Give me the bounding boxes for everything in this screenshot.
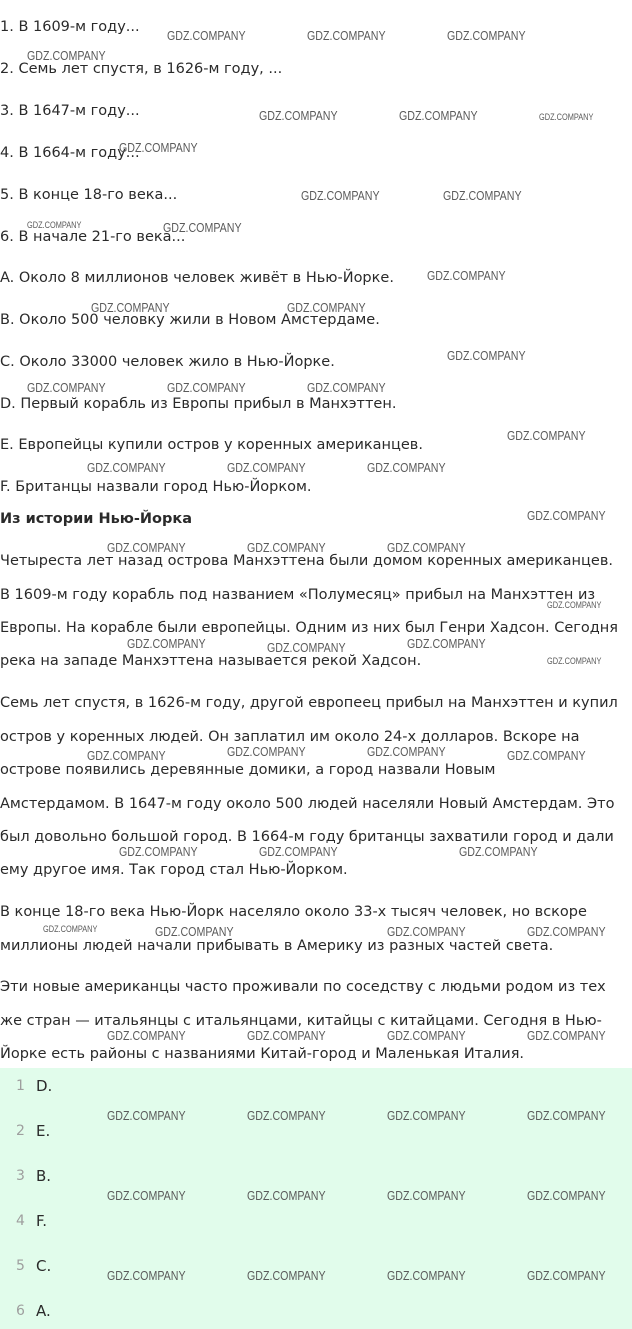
watermark-stamp: GDZ.COMPANY [227, 460, 306, 475]
watermark-stamp: GDZ.COMPANY [367, 460, 446, 475]
watermark-stamp: GDZ.COMPANY [259, 844, 338, 859]
watermark-stamp: GDZ.COMPANY [387, 1188, 466, 1203]
watermark-stamp: GDZ.COMPANY [447, 28, 526, 43]
watermark-stamp: GDZ.COMPANY [247, 540, 326, 555]
watermark-stamp: GDZ.COMPANY [527, 1188, 606, 1203]
event-item: 4. В 1664-м году... [0, 145, 140, 161]
watermark-stamp: GDZ.COMPANY [387, 1108, 466, 1123]
watermark-stamp: GDZ.COMPANY [443, 188, 522, 203]
answer-letter: A. [36, 1302, 51, 1320]
text-line: ему другое имя. Так город стал Нью-Йорком. [0, 862, 348, 878]
text-line: Амстердамом. В 1647-м году около 500 людей населяли Новый Амстердам. Это [0, 796, 615, 812]
fact-item: C. Около 33000 человек жило в Нью-Йорке. [0, 354, 335, 370]
event-item: 5. В конце 18-го века... [0, 187, 178, 203]
watermark-stamp: GDZ.COMPANY [27, 220, 82, 230]
watermark-stamp: GDZ.COMPANY [539, 112, 594, 122]
fact-item: E. Европейцы купили остров у коренных американцев. [0, 437, 423, 453]
watermark-stamp: GDZ.COMPANY [247, 1108, 326, 1123]
watermark-stamp: GDZ.COMPANY [459, 844, 538, 859]
text-line: же стран — итальянцы с итальянцами, китайцы с китайцами. Сегодня в Нью- [0, 1013, 602, 1029]
watermark-stamp: GDZ.COMPANY [43, 924, 98, 934]
watermark-stamp: GDZ.COMPANY [27, 48, 106, 63]
watermark-stamp: GDZ.COMPANY [227, 744, 306, 759]
watermark-stamp: GDZ.COMPANY [91, 300, 170, 315]
text-line: остров у коренных людей. Он заплатил им около 24-х долларов. Вскоре на [0, 729, 580, 745]
watermark-stamp: GDZ.COMPANY [507, 428, 586, 443]
answer-letter: B. [36, 1167, 52, 1185]
text-line: Йорке есть районы с названиями Китай-город и Маленькая Италия. [0, 1046, 525, 1062]
answer-number: 4 [16, 1213, 25, 1229]
text-line: река на западе Манхэттена называется рекой Хадсон. [0, 653, 422, 669]
fact-item: B. Около 500 человку жили в Новом Амстердаме. [0, 312, 380, 328]
watermark-stamp: GDZ.COMPANY [163, 220, 242, 235]
watermark-stamp: GDZ.COMPANY [27, 380, 106, 395]
fact-item: F. Британцы назвали город Нью-Йорком. [0, 479, 312, 495]
watermark-stamp: GDZ.COMPANY [387, 1028, 466, 1043]
watermark-stamp: GDZ.COMPANY [107, 1188, 186, 1203]
watermark-stamp: GDZ.COMPANY [507, 748, 586, 763]
text-line: Четыреста лет назад острова Манхэттена были домом коренных американцев. [0, 553, 613, 569]
watermark-stamp: GDZ.COMPANY [247, 1268, 326, 1283]
event-item: 2. Семь лет спустя, в 1626-м году, ... [0, 61, 283, 77]
watermark-stamp: GDZ.COMPANY [367, 744, 446, 759]
text-line: был довольно большой город. В 1664-м году британцы захватили город и дали [0, 829, 614, 845]
watermark-stamp: GDZ.COMPANY [387, 1268, 466, 1283]
watermark-stamp: GDZ.COMPANY [427, 268, 506, 283]
watermark-stamp: GDZ.COMPANY [447, 348, 526, 363]
answer-letter: E. [36, 1122, 51, 1140]
watermark-stamp: GDZ.COMPANY [247, 1188, 326, 1203]
watermark-stamp: GDZ.COMPANY [307, 28, 386, 43]
fact-item: D. Первый корабль из Европы прибыл в Манхэттен. [0, 396, 397, 412]
watermark-stamp: GDZ.COMPANY [387, 540, 466, 555]
watermark-stamp: GDZ.COMPANY [87, 460, 166, 475]
watermark-stamp: GDZ.COMPANY [301, 188, 380, 203]
watermark-stamp: GDZ.COMPANY [267, 640, 346, 655]
answer-letter: F. [36, 1212, 47, 1230]
watermark-stamp: GDZ.COMPANY [127, 636, 206, 651]
watermark-stamp: GDZ.COMPANY [527, 508, 606, 523]
text-line: миллионы людей начали прибывать в Америку из разных частей света. [0, 938, 554, 954]
text-line: Семь лет спустя, в 1626-м году, другой европеец прибыл на Манхэттен и купил [0, 695, 618, 711]
watermark-stamp: GDZ.COMPANY [87, 748, 166, 763]
answer-letter: C. [36, 1257, 52, 1275]
watermark-stamp: GDZ.COMPANY [155, 924, 234, 939]
section-heading: Из истории Нью-Йорка [0, 511, 192, 527]
text-line: Европы. На корабле были европейцы. Одним из них был Генри Хадсон. Сегодня [0, 620, 619, 636]
watermark-stamp: GDZ.COMPANY [247, 1028, 326, 1043]
watermark-stamp: GDZ.COMPANY [167, 380, 246, 395]
watermark-stamp: GDZ.COMPANY [307, 380, 386, 395]
answer-number: 1 [16, 1078, 25, 1094]
watermark-stamp: GDZ.COMPANY [107, 1028, 186, 1043]
watermark-stamp: GDZ.COMPANY [167, 28, 246, 43]
watermark-stamp: GDZ.COMPANY [407, 636, 486, 651]
watermark-stamp: GDZ.COMPANY [107, 540, 186, 555]
watermark-stamp: GDZ.COMPANY [399, 108, 478, 123]
watermark-stamp: GDZ.COMPANY [527, 1268, 606, 1283]
watermark-stamp: GDZ.COMPANY [107, 1268, 186, 1283]
watermark-stamp: GDZ.COMPANY [119, 844, 198, 859]
watermark-stamp: GDZ.COMPANY [527, 1028, 606, 1043]
answer-number: 5 [16, 1258, 25, 1274]
watermark-stamp: GDZ.COMPANY [119, 140, 198, 155]
event-item: 1. В 1609-м году... [0, 19, 140, 35]
watermark-stamp: GDZ.COMPANY [547, 600, 602, 610]
text-line: В 1609-м году корабль под названием «Полумесяц» прибыл на Манхэттен из [0, 587, 596, 603]
text-line: Эти новые американцы часто проживали по соседству с людьми родом из тех [0, 979, 606, 995]
answer-number: 2 [16, 1123, 25, 1139]
event-item: 6. В начале 21-го века... [0, 229, 186, 245]
answer-number: 3 [16, 1168, 25, 1184]
text-line: острове появились деревянные домики, а город назвали Новым [0, 762, 496, 778]
watermark-stamp: GDZ.COMPANY [527, 1108, 606, 1123]
watermark-stamp: GDZ.COMPANY [287, 300, 366, 315]
text-line: В конце 18-го века Нью-Йорк населяло около 33-х тысяч человек, но вскоре [0, 904, 587, 920]
fact-item: A. Около 8 миллионов человек живёт в Нью-Йорке. [0, 270, 394, 286]
watermark-stamp: GDZ.COMPANY [387, 924, 466, 939]
event-item: 3. В 1647-м году... [0, 103, 140, 119]
watermark-stamp: GDZ.COMPANY [547, 656, 602, 666]
watermark-stamp: GDZ.COMPANY [527, 924, 606, 939]
answer-letter: D. [36, 1077, 53, 1095]
answer-number: 6 [16, 1303, 25, 1319]
watermark-stamp: GDZ.COMPANY [107, 1108, 186, 1123]
watermark-stamp: GDZ.COMPANY [259, 108, 338, 123]
